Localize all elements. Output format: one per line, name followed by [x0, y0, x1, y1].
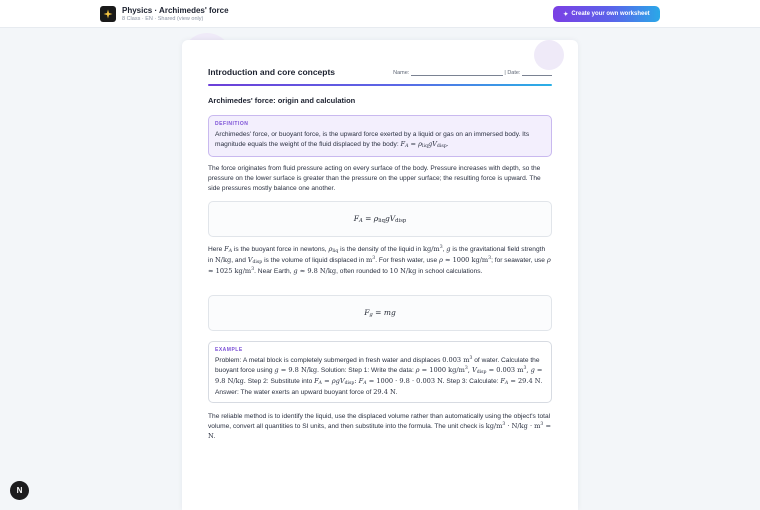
definition-text	[215, 130, 545, 151]
date-line	[522, 71, 552, 76]
p2-t3: is the density of the liquid in	[340, 246, 422, 253]
buoyant-force-formula: $F_A = \rho_{liq}gV_{disp}$	[208, 201, 552, 237]
sparkle-logo-icon	[103, 9, 113, 19]
worksheet-header	[208, 67, 552, 79]
p2-t1: Here	[208, 246, 223, 253]
definition-formula: $F_A = \rho_{liq}gV_{disp}$	[400, 139, 447, 149]
example-callout	[208, 341, 552, 403]
definition-callout	[208, 115, 552, 157]
create-worksheet-button[interactable]	[553, 6, 660, 22]
p2-t9: . Near Earth,	[254, 267, 292, 275]
name-label: Name:	[393, 70, 410, 76]
p2-t6: is the volume of liquid displaced in	[264, 256, 365, 264]
example-text: Problem: A metal block is completely submerged in fresh water and displaces 0.003 $m^3$ of water. Calculate the buoyant force using g = 9.8 N/kg. Solution: Step 1: Write the data: ρ = 1000 $kg/m^3$, $V_{disp} = 0.003$ $m^3$, g = 9.8 N/kg. Step 2: Substitute into $F_A = \rho gV_{disp}$: $F_A = 1000 \cdot 9.8 \cdot 0.003$ N. Step 3: Calculate: $F_A = 29.4$ N. Answer: The water exerts an upward buoyant force of 29.4 N.	[215, 356, 543, 396]
worksheet-page	[182, 40, 578, 510]
p2-t7: . For fresh water, use	[375, 256, 438, 264]
p2-t5: , and	[231, 256, 246, 264]
name-date-fields	[393, 70, 552, 76]
document-title: Physics · Archimedes' force	[122, 6, 229, 15]
definition-text-a: Archimedes' force, or buoyant force, is the upward force exerted by a liquid or gas on an immersed body. Its magnitude equals the weight of the fluid displaced by the body:	[215, 131, 530, 148]
name-line	[411, 71, 503, 76]
example-s5: Step 3: Calculate:	[446, 377, 499, 385]
paragraph-origin: The force originates from fluid pressure acting on every surface of the body. Pressure increases with depth, so the pressure on the lower surface is greater than the pressure on the upper surface; the resulting force is upward. The side pressures mostly balance one another.	[208, 165, 541, 192]
top-bar	[0, 0, 760, 28]
sparkle-icon: ✦	[563, 11, 569, 18]
p3-text: The reliable method is to identify the liquid, use the displaced volume rather than automatically using the object's total volume, convert all quantities to SI units, and then substitute into the formula. The unit check is	[208, 413, 551, 430]
date-label: | Date:	[504, 70, 521, 76]
accent-divider	[208, 84, 552, 86]
gravity-formula: $F_g$ = mg	[208, 295, 552, 331]
definition-text-b: .	[446, 140, 449, 148]
subheading: Archimedes' force: origin and calculation	[208, 96, 356, 105]
paragraph-method: The reliable method is to identify the liquid, use the displaced volume rather than automatically using the object's total volume, convert all quantities to SI units, and then substitute into the formula. The unit check is $kg/m^3 \cdot N/kg \cdot m^3 = N$.	[208, 413, 551, 440]
definition-label: DEFINITION	[215, 121, 249, 127]
example-s4: Step 2: Substitute into	[247, 377, 313, 385]
example-label: EXAMPLE	[215, 347, 243, 353]
create-worksheet-label: Create your own worksheet	[571, 11, 650, 17]
section-heading: Introduction and core concepts	[208, 67, 336, 77]
example-s3: . Solution: Step 1: Write the data:	[317, 366, 414, 374]
example-s6: . Answer: The water exerts an upward buoyant force of	[215, 377, 543, 396]
example-s1: Problem: A metal block is completely submerged in fresh water and displaces	[215, 357, 441, 364]
app-logo[interactable]	[100, 6, 116, 22]
p2-t2: is the buoyant force in newtons,	[233, 246, 327, 253]
document-subtitle: 8 Class · EN · Shared (view only)	[122, 16, 204, 22]
p3-end: .	[213, 432, 216, 440]
example-s2: of water. Calculate the buoyant force using	[215, 357, 540, 374]
example-s7: .	[395, 388, 398, 396]
decorative-blob	[534, 40, 564, 70]
p2-t8: ; for seawater, use	[491, 256, 545, 264]
p2-t11: in school calculations.	[418, 267, 483, 275]
paragraph-variables: Here $F_A$ is the buoyant force in newtons, $\rho_{liq}$ is the density of the liquid in $kg/m^3$, g is the gravitational field strength in N/kg, and $V_{disp}$ is the volume of liquid displaced in $m^3$. For fresh water, use ρ ≈ 1000 $kg/m^3$; for seawater, use ρ ≈ 1025 $kg/m^3$. Near Earth, g ≈ 9.8 N/kg, often rounded to 10 N/kg in school calculations.	[208, 245, 551, 275]
help-button[interactable]: N	[10, 481, 29, 500]
p2-t10: , often rounded to	[336, 267, 388, 275]
p2-t4: is the gravitational field strength in	[208, 246, 546, 264]
